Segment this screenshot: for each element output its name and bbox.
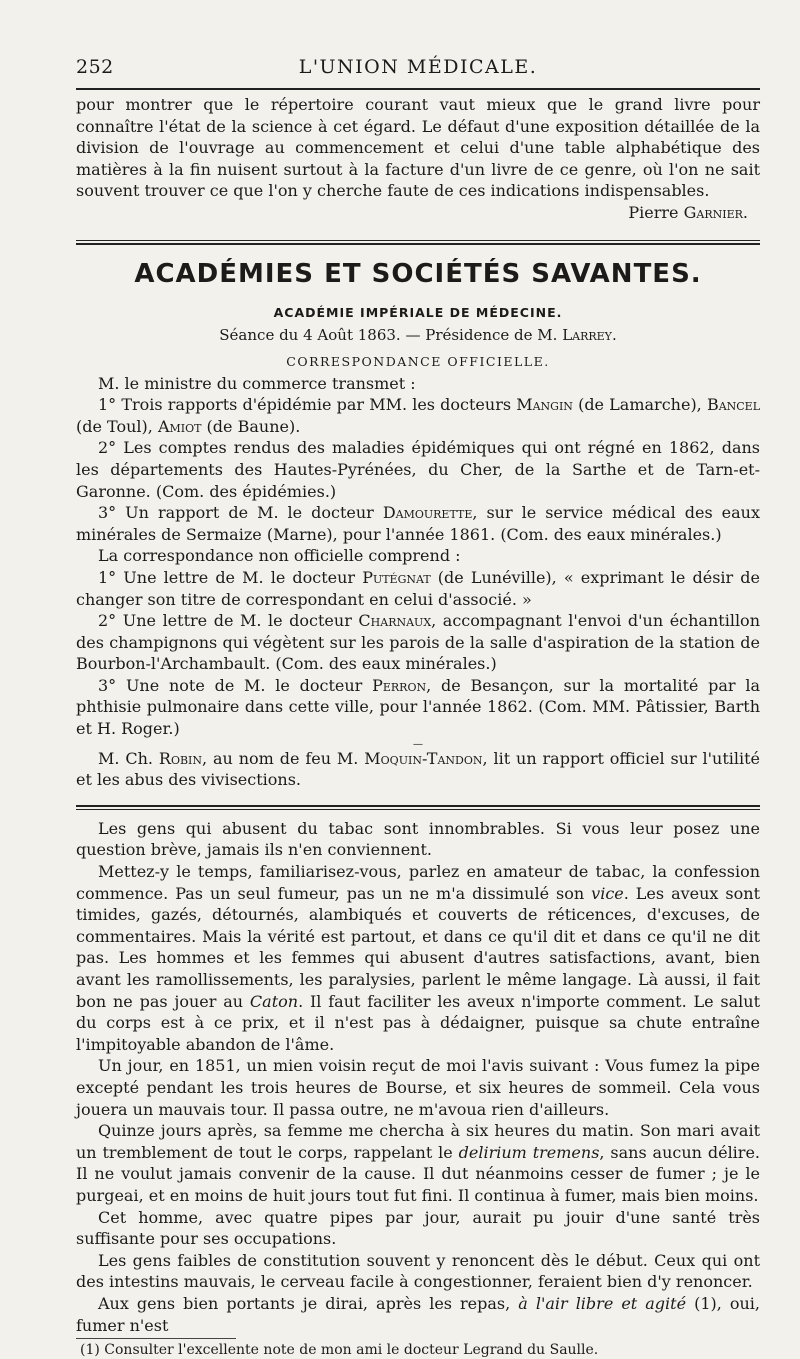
- non-official-item-2: 2° Une lettre de M. le docteur Charnaux, accompagnant l'envoi d'un échantillon des champignons qui végètent sur les parois de la salle d'aspiration de la station de Bourbon-l'Archambault. (Com. des eaux minérales.): [76, 611, 760, 674]
- official-item-2: 2° Les comptes rendus des maladies épidémiques qui ont régné en 1862, dans les départements des Hautes-Pyrénées, du Cher, de la Sarthe et de Tarn-et-Garonne. (Com. des épidémies.): [76, 438, 760, 501]
- review-conclusion: [76, 94, 760, 224]
- page-number: 252: [76, 56, 114, 78]
- footnote: (1) Consulter l'excellente note de mon ami le docteur Legrand du Saulle.: [80, 1342, 599, 1359]
- footnote-rule: [76, 1338, 236, 1339]
- official-item-3: 3° Un rapport de M. le docteur Damourette, sur le service médical des eaux minérales de Sermaize (Marne), pour l'année 1861. (Com. des eaux minérales.): [76, 503, 761, 544]
- signature-last: Garnier.: [683, 202, 748, 222]
- separator-mark: —: [413, 738, 423, 750]
- correspondance-title: CORRESPONDANCE OFFICIELLE.: [286, 353, 550, 369]
- tabac-p7: Aux gens bien portants je dirai, après les repas, à l'air libre et agité (1), oui, fumer n'est: [76, 1293, 761, 1335]
- tabac-p6: Les gens faibles de constitution souvent y renoncent dès le début. Ceux qui ont des intestins mauvais, le cerveau facile à congestionner, feraient bien d'y renoncer.: [76, 1250, 760, 1292]
- tabac-p4: Quinze jours après, sa femme me chercha à six heures du matin. Son mari avait un tremblement de tout le corps, rappelant le delirium tremens, sans aucun délire. Il ne voulut jamais convenir de la cause. Il dut néanmoins cesser de fumer ; je le purgeai, et en moins de huit jours tout fut fini. Il continua à fumer, mais bien moins.: [76, 1121, 761, 1205]
- section-divider-top: [76, 240, 760, 245]
- tabac-p1: Les gens qui abusent du tabac sont innombrables. Si vous leur posez une question brève, jamais ils n'en conviennent.: [76, 818, 760, 860]
- signature-first: Pierre: [628, 202, 684, 222]
- non-official-item-1: 1° Une lettre de M. le docteur Putégnat (de Lunéville), « exprimant le désir de changer son titre de correspondant en celui d'associé. »: [76, 567, 760, 609]
- non-official-item-3: 3° Une note de M. le docteur Perron, de Besançon, sur la mortalité par la phthisie pulmonaire dans cette ville, pour l'année 1862. (Com. MM. Pâtissier, Barth et H. Roger.): [76, 675, 760, 739]
- robin-paragraph: M. Ch. Robin, au nom de feu M. Moquin-Tandon, lit un rapport officiel sur l'utilité et les abus des vivisections.: [76, 748, 761, 790]
- non-official-heading: La correspondance non officielle comprend :: [98, 546, 461, 566]
- tabac-article: [76, 818, 760, 1359]
- official-item-1: 1° Trois rapports d'épidémie par MM. les docteurs Mangin (de Lamarche), Bancel (de Toul), Amiot (de Baune).: [76, 395, 761, 436]
- intro-paragraph: pour montrer que le répertoire courant vaut mieux que le grand livre pour connaître l'état de la science à cet égard. Le défaut d'une exposition détaillée de la division de l'ouvrage au commencement et celui d'une table alphabétique des matières à la fin nuisent surtout à la facture d'un livre de ce genre, où l'on ne sait souvent trouver ce que l'on y cherche faute de ces indications indispensables.: [76, 95, 760, 201]
- tabac-p2: Mettez-y le temps, familiarisez-vous, parlez en amateur de tabac, la confession commence. Pas un seul fumeur, pas un ne m'a dissimulé son vice. Les aveux sont timides, gazés, détournés, alambiqués et couverts de réticences, d'excuses, de commentaires. Mais la vérité est partout, et dans ce qu'il dit et dans ce qu'il ne dit pas. Les hommes et les femmes qui abusent d'autres satisfactions, avant, bien avant les ramollissements, les paralysies, parlent le même langage. Là aussi, il fait bon ne pas jouer au Caton. Il faut faciliter les aveux n'importe comment. Le salut du corps est à ce prix, et il n'est pas à dédaigner, puisque sa chute entraîne l'impitoyable abandon de l'âme.: [76, 862, 761, 1054]
- section-subtitle: ACADÉMIE IMPÉRIALE DE MÉDECINE.: [273, 304, 563, 320]
- minister-line: M. le ministre du commerce transmet :: [98, 373, 416, 393]
- seance-text: Séance du 4 Août 1863. — Présidence de M.: [219, 325, 563, 344]
- header-rule: [76, 88, 760, 90]
- seance-line: [76, 326, 760, 344]
- section-divider-bottom: [76, 805, 760, 810]
- seance-president: Larrey.: [562, 325, 617, 344]
- tabac-p3: Un jour, en 1851, un mien voisin reçut de moi l'avis suivant : Vous fumez la pipe excepté pendant les trois heures de Bourse, et six heures de sommeil. Cela vous jouera un mauvais tour. Il passa outre, ne m'avoua rien d'ailleurs.: [76, 1056, 760, 1119]
- section-title: ACADÉMIES ET SOCIÉTÉS SAVANTES.: [134, 258, 702, 289]
- signature: [76, 202, 760, 224]
- running-title: L'UNION MÉDICALE.: [298, 56, 538, 78]
- page-header: [76, 0, 760, 88]
- academies-section: [76, 259, 760, 791]
- tabac-p5: Cet homme, avec quatre pipes par jour, aurait pu jouir d'une santé très suffisante pour ses occupations.: [76, 1207, 760, 1249]
